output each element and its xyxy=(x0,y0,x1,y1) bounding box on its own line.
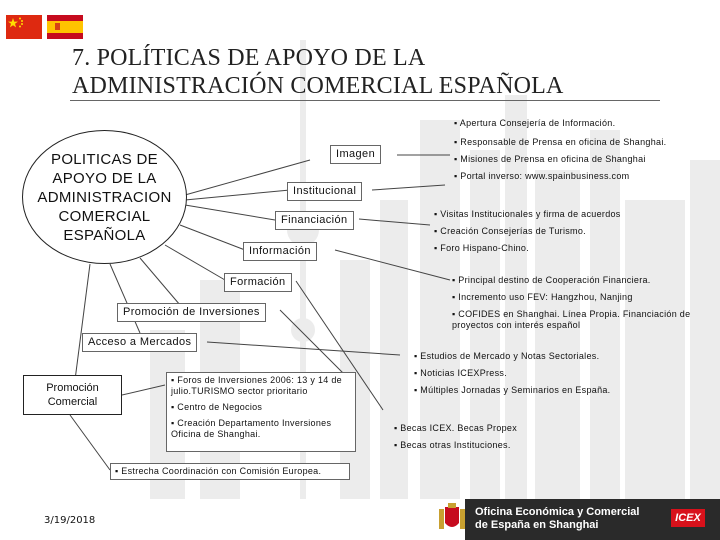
detail-item: ▪ Visitas Institucionales y firma de acuerdos xyxy=(434,209,621,219)
detail-item: ▪ Creación Consejerías de Turismo. xyxy=(434,226,586,236)
details-financiacion xyxy=(448,273,700,333)
branch-acceso-mercados: Acceso a Mercados xyxy=(82,333,197,352)
detail-item: ▪ Foros de Inversiones 2006: 13 y 14 de julio.TURISMO sector prioritario xyxy=(171,375,342,396)
detail-item: ▪ Responsable de Prensa en oficina de Shanghai. xyxy=(454,137,667,147)
promocion-comercial-label: Promoción Comercial xyxy=(46,382,99,408)
branch-imagen: Imagen xyxy=(330,145,381,164)
details-informacion xyxy=(410,349,660,398)
detail-item: ▪ Principal destino de Cooperación Financiera. xyxy=(452,275,651,285)
detail-item: ▪ Estudios de Mercado y Notas Sectoriales. xyxy=(414,351,600,361)
detail-item: ▪ Apertura Consejería de Información. xyxy=(454,118,616,128)
office-name xyxy=(475,506,639,532)
title-line-2: ADMINISTRACIÓN COMERCIAL ESPAÑOLA xyxy=(72,73,564,99)
detail-item: ▪ Creación Departamento Inversiones Oficina de Shanghai. xyxy=(171,418,332,439)
branch-formacion: Formación xyxy=(224,273,292,292)
title-line-1: 7. POLÍTICAS DE APOYO DE LA xyxy=(72,45,426,71)
detail-item: ▪ Centro de Negocios xyxy=(171,402,263,412)
details-formacion xyxy=(390,421,560,453)
detail-item: ▪ Incremento uso FEV: Hangzhou, Nanjing xyxy=(452,292,633,302)
spain-coat-of-arms-icon xyxy=(437,503,467,535)
branch-informacion: Información xyxy=(243,242,317,261)
detail-item: ▪ Múltiples Jornadas y Seminarios en España. xyxy=(414,385,611,395)
slide-date: 3/19/2018 xyxy=(44,515,96,526)
detail-item: ▪ COFIDES en Shanghai. Línea Propia. Financiación de proyectos con interés español xyxy=(452,309,691,330)
detail-item: ▪ Misiones de Prensa en oficina de Shanghai xyxy=(454,154,646,164)
detail-item: ▪ Portal inverso: www.spainbusiness.com xyxy=(454,171,630,181)
icex-logo: ICEX xyxy=(671,509,705,527)
detail-item: ▪ Becas otras Instituciones. xyxy=(394,440,511,450)
office-name-line-1: Oficina Económica y Comercial xyxy=(475,506,640,518)
details-inversiones xyxy=(166,372,356,452)
office-name-line-2: de España en Shanghai xyxy=(475,519,599,531)
detail-item: ▪ Estrecha Coordinación con Comisión Europea. xyxy=(115,466,322,476)
details-imagen xyxy=(450,116,698,184)
branch-promocion-comercial xyxy=(23,375,122,415)
central-policy-label: POLITICAS DE APOYO DE LA ADMINISTRACION COMERCIAL ESPAÑOLA xyxy=(37,150,172,244)
details-institucional xyxy=(430,207,665,256)
branch-promocion-inversiones: Promoción de Inversiones xyxy=(117,303,266,322)
branch-financiacion: Financiación xyxy=(275,211,354,230)
detail-item: ▪ Becas ICEX. Becas Propex xyxy=(394,423,518,433)
detail-item: ▪ Noticias ICEXPress. xyxy=(414,368,508,378)
central-policy-node xyxy=(22,130,187,264)
details-acceso xyxy=(110,463,350,480)
detail-item: ▪ Foro Hispano-Chino. xyxy=(434,243,530,253)
branch-institucional: Institucional xyxy=(287,182,362,201)
